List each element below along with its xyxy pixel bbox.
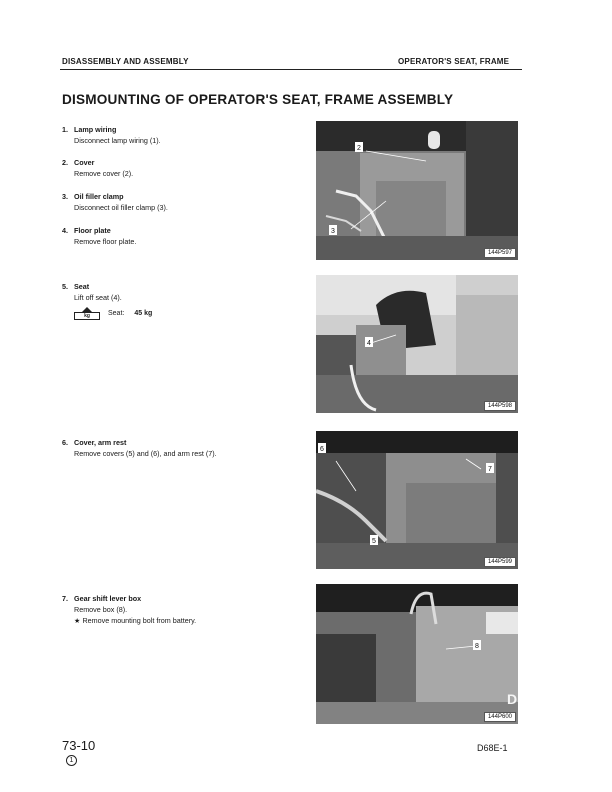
photo-illustration [316, 431, 518, 569]
seat-weight [74, 307, 152, 320]
step-seat [62, 281, 122, 303]
photo-144p599 [316, 431, 518, 569]
step-body: Remove cover (2). [74, 169, 134, 178]
photo-144p598 [316, 275, 518, 413]
photo-illustration [316, 275, 518, 413]
photo-144p600 [316, 584, 518, 724]
step-heading: Cover, arm rest [74, 438, 127, 447]
machine-decal-letter: D [506, 691, 518, 707]
photo-caption: 144P597 [484, 248, 516, 258]
header-section-title: DISASSEMBLY AND ASSEMBLY [62, 57, 189, 66]
callout-8: 8 [475, 643, 479, 650]
step-note: ★ Remove mounting bolt from battery. [74, 616, 197, 625]
step-cover-arm-rest [62, 437, 217, 459]
photo-illustration [316, 121, 518, 260]
step-cover [62, 157, 133, 179]
photo-caption: 144P600 [484, 712, 516, 722]
step-body: Lift off seat (4). [74, 293, 122, 302]
step-body: Disconnect lamp wiring (1). [74, 136, 161, 145]
callout-6: 6 [320, 446, 324, 453]
page-number: 73-10 [62, 738, 96, 753]
photo-144p597 [316, 121, 518, 260]
step-number: 6. [62, 438, 68, 447]
callout-2: 2 [357, 145, 361, 152]
step-heading: Lamp wiring [74, 125, 117, 134]
photo-illustration [316, 584, 518, 724]
step-body: Remove box (8). [74, 605, 128, 614]
step-gear-shift-lever-box [62, 593, 196, 626]
header-divider [60, 69, 522, 70]
callout-4: 4 [367, 340, 371, 347]
revision-mark: 1 [66, 755, 77, 766]
step-body: Disconnect oil filler clamp (3). [74, 203, 168, 212]
step-heading: Oil filler clamp [74, 192, 124, 201]
step-number: 7. [62, 594, 68, 603]
weight-icon [74, 307, 100, 320]
weight-icon-label: kg [74, 312, 100, 320]
step-lamp-wiring [62, 124, 161, 146]
model-code: D68E-1 [477, 743, 508, 753]
step-number: 5. [62, 282, 68, 291]
callout-5: 5 [372, 538, 376, 545]
step-number: 1. [62, 125, 68, 134]
step-heading: Seat [74, 282, 90, 291]
step-heading: Cover [74, 158, 95, 167]
callout-7: 7 [488, 466, 492, 473]
step-body: Remove floor plate. [74, 237, 137, 246]
step-number: 3. [62, 192, 68, 201]
step-floor-plate [62, 225, 136, 247]
step-oil-filler-clamp [62, 191, 168, 213]
step-heading: Floor plate [74, 226, 111, 235]
photo-caption: 144P599 [484, 557, 516, 567]
weight-value: 45 kg [134, 310, 153, 317]
callout-3: 3 [331, 228, 335, 235]
step-number: 2. [62, 158, 68, 167]
step-number: 4. [62, 226, 68, 235]
header-topic-title: OPERATOR'S SEAT, FRAME [398, 57, 510, 66]
photo-caption: 144P598 [484, 401, 516, 411]
step-body: Remove covers (5) and (6), and arm rest (7). [74, 449, 217, 458]
weight-label: Seat: [108, 310, 125, 317]
step-heading: Gear shift lever box [74, 594, 142, 603]
page-title: DISMOUNTING OF OPERATOR'S SEAT, FRAME ASSEMBLY [62, 92, 454, 107]
